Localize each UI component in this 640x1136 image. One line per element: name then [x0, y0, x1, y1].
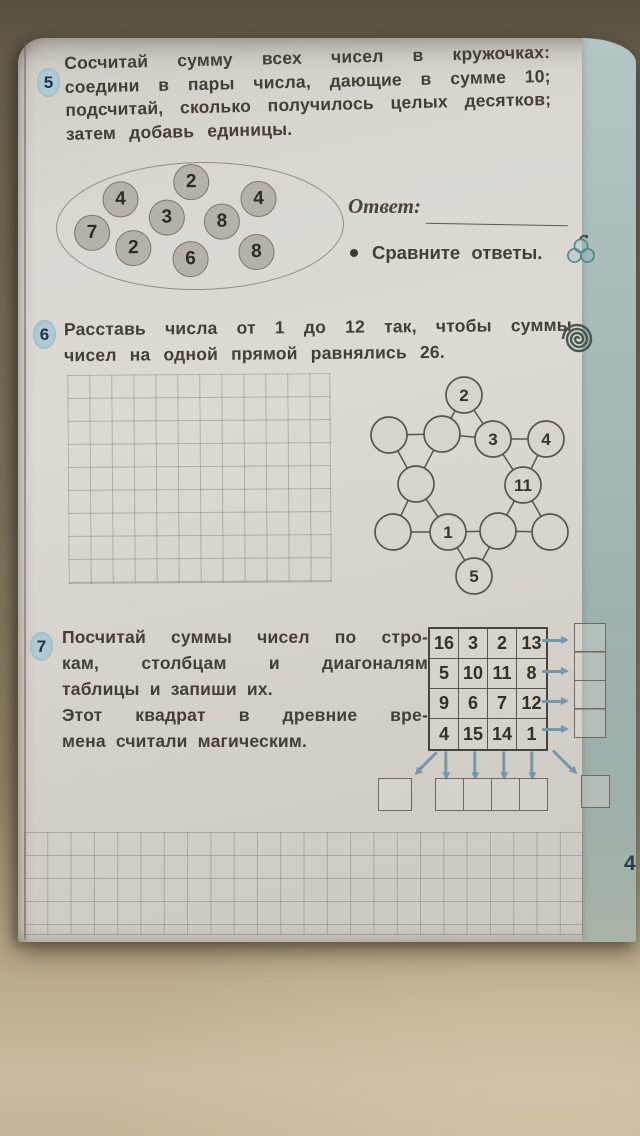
- star-node: [371, 417, 407, 453]
- magic-square-cell: 10: [459, 659, 488, 689]
- star-node-value: 5: [469, 567, 479, 586]
- task7-line: мена считали магическим.: [62, 731, 308, 751]
- answer-box: [574, 623, 606, 653]
- column-sum-boxes: [436, 778, 548, 811]
- task7-text: [62, 624, 428, 754]
- star-node-value: 11: [514, 476, 532, 495]
- task6-text: [64, 312, 572, 368]
- answer-box: [463, 778, 493, 811]
- magic-square-cell: 2: [488, 629, 517, 659]
- task7-line: Посчитай суммы чисел по стро-: [62, 627, 428, 647]
- answer-blank-line: [426, 197, 568, 226]
- star-node-value: 2: [459, 386, 469, 405]
- star-node: [375, 514, 411, 550]
- page-number: 4: [624, 852, 636, 875]
- magic-square-cell: 15: [459, 719, 488, 749]
- magic-square-cell: 16: [430, 629, 459, 659]
- practice-grid: [67, 373, 331, 584]
- column-sum-arrow: [474, 751, 477, 773]
- magic-square-cell: 14: [488, 719, 517, 749]
- task5-line: Сосчитай сумму всех чисел в кружочках:: [64, 41, 551, 73]
- magic-square-cell: 9: [430, 689, 459, 719]
- star-node: [424, 416, 460, 452]
- number-circle: 7: [74, 215, 111, 252]
- diagonal-answer-box: [378, 778, 412, 811]
- answer-box: [574, 651, 606, 681]
- magic-square-cell: 1: [526, 723, 537, 744]
- workbook-page: [18, 38, 636, 942]
- task6-line: Расставь числа от 1 до 12 так, чтобы суммы: [63, 314, 572, 340]
- task5-line: затем добавь единицы.: [65, 118, 293, 144]
- number-circle: 6: [172, 241, 209, 278]
- magic-square-cell: 8: [517, 659, 546, 689]
- row-sum-arrow: [542, 728, 562, 731]
- task5-line: подсчитай, сколько получилось целых десятков;: [65, 88, 552, 120]
- number-circle: 4: [102, 181, 139, 218]
- column-sum-arrow: [531, 751, 534, 773]
- star-node: [398, 466, 434, 502]
- star-diagram: [353, 376, 585, 608]
- magic-square-cell: 3: [459, 629, 488, 659]
- task7-line: кам, столбцам и диагоналям: [62, 653, 428, 673]
- task6-line: чисел на одной прямой равнялись 26.: [64, 341, 445, 366]
- star-node: [480, 513, 516, 549]
- answer-label: Ответ:: [348, 194, 421, 218]
- magic-square-cell: 7: [488, 689, 517, 719]
- star-node: [532, 514, 568, 550]
- page-binding-edge: [24, 42, 26, 940]
- diagonal-answer-box: [581, 775, 610, 808]
- numbers-oval: [55, 159, 345, 292]
- task7-badge: 7: [30, 632, 53, 661]
- magic-square: [428, 627, 548, 751]
- answer-box: [435, 778, 465, 811]
- balls-icon: [565, 234, 597, 268]
- column-sum-arrow: [445, 751, 448, 773]
- number-circle: 8: [238, 234, 275, 271]
- task7-line: Этот квадрат в древние вре-: [62, 705, 428, 725]
- answer-box: [519, 778, 549, 811]
- task5-text: [64, 41, 552, 146]
- number-circle: 4: [240, 181, 277, 218]
- bullet-dot: [350, 249, 358, 257]
- magic-square-cell: 4: [430, 719, 459, 749]
- spiral-icon: [556, 318, 598, 360]
- magic-square-cell: 11: [488, 659, 517, 689]
- compare-text: Сравните ответы.: [372, 242, 543, 263]
- number-circle: 2: [115, 230, 152, 267]
- number-circle: 3: [149, 199, 186, 236]
- bottom-grid: [24, 832, 583, 935]
- number-circle: 8: [204, 203, 241, 240]
- diagonal-sum-arrow: [418, 751, 438, 771]
- star-node-value: 3: [488, 430, 498, 449]
- row-sum-boxes: [574, 624, 606, 738]
- row-sum-arrow: [542, 639, 562, 642]
- magic-square-cell: 12: [517, 689, 546, 719]
- task7-line: таблицы и запиши их.: [62, 679, 273, 699]
- column-sum-arrow: [503, 751, 506, 773]
- answer-box: [574, 680, 606, 710]
- diagonal-sum-arrow: [552, 749, 573, 770]
- star-node-value: 1: [443, 523, 453, 542]
- task6-badge: 6: [33, 320, 56, 349]
- answer-box: [574, 708, 606, 738]
- magic-square-cell: 13: [517, 629, 546, 659]
- row-sum-arrow: [542, 670, 562, 673]
- answer-box: [491, 778, 521, 811]
- task5-badge: 5: [37, 68, 60, 97]
- row-sum-arrow: [542, 700, 562, 703]
- task5-line: соедини в пары числа, дающие в сумме 10;: [64, 65, 551, 97]
- number-circle: 2: [173, 164, 210, 201]
- magic-square-cell: 6: [459, 689, 488, 719]
- compare-answers: [350, 242, 542, 264]
- star-node-value: 4: [541, 430, 551, 449]
- magic-square-cell: 5: [430, 659, 459, 689]
